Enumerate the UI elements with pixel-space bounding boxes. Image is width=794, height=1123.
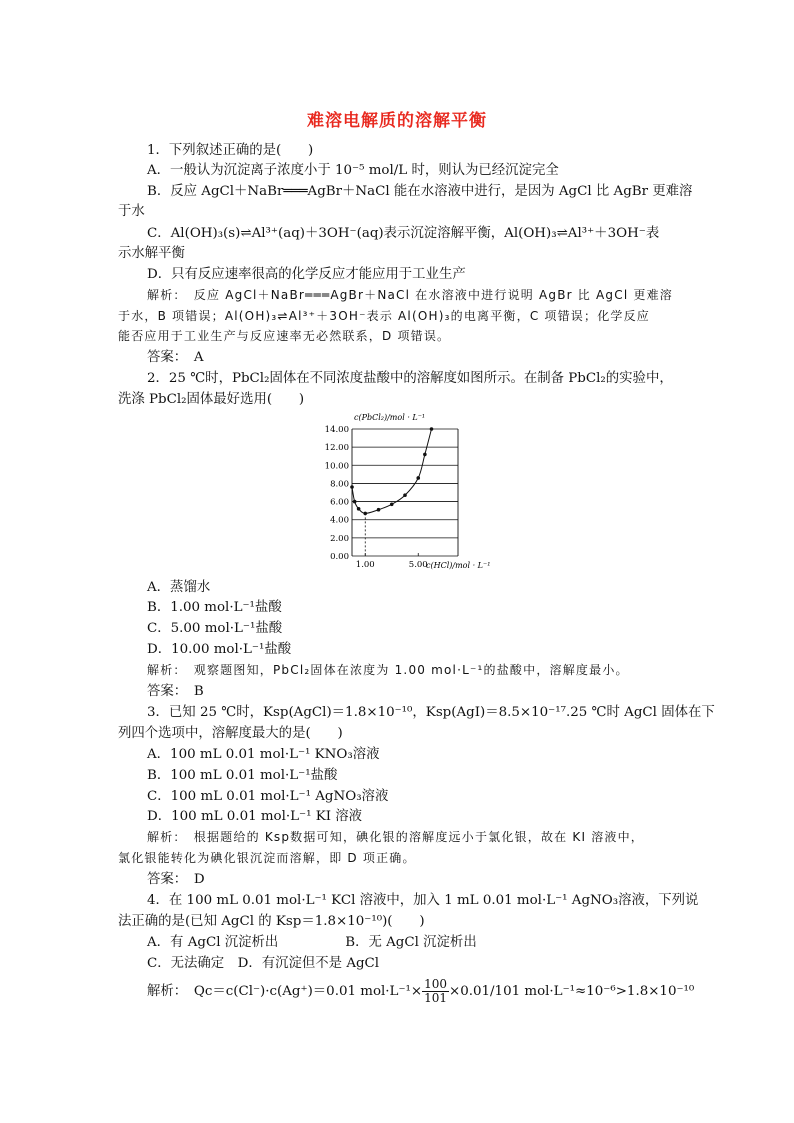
q1-explanation: 解析： 反应 AgCl＋NaBr═══AgBr＋NaCl 在水溶液中进行说明 AgBr 比 AgCl 更难溶 [147,288,673,302]
chart-data-point [423,453,427,457]
chart-data-point [390,502,394,506]
q4-explanation-pre: 解析： Qc＝c(Cl⁻)·c(Ag⁺)＝0.01 mol·L⁻¹× [147,984,423,999]
q2-stem-cont: 洗涤 PbCl₂固体最好选用( ) [118,392,305,407]
q1-option-a: A．一般认为沉淀离子浓度小于 10⁻⁵ mol/L 时，则认为已经沉淀完全 [147,163,559,178]
q3-option-b: B．100 mL 0.01 mol·L⁻¹盐酸 [147,768,338,783]
chart-data-point [416,476,420,480]
q1-explanation-cont2: 能否应用于工业生产与反应速率无必然联系，D 项错误。 [118,329,451,343]
q1-option-c-cont: 示水解平衡 [118,246,185,261]
q1-option-d: D．只有反应速率很高的化学反应才能应用于工业生产 [147,267,466,282]
chart-y-tick-label: 14.00 [324,425,349,435]
q4-stem-cont: 法正确的是(已知 AgCl 的 Ksp＝1.8×10⁻¹⁰)( ) [118,914,425,929]
q2-explanation: 解析： 观察题图知，PbCl₂固体在浓度为 1.00 mol·L⁻¹的盐酸中，溶解度最小。 [147,663,629,677]
chart-ylabel: c(PbCl₂)/mol · L⁻¹ [354,413,426,422]
chart-y-tick-label: 2.00 [330,533,349,544]
q1-answer: 答案： A [147,350,204,365]
q4-options-cd: C．无法确定 D．有沉淀但不是 AgCl [147,956,380,971]
q1-explanation-cont: 于水，B 项错误；Al(OH)₃⇌Al³⁺＋3OH⁻表示 Al(OH)₃的电离平衡，C 项错误；化学反应 [118,309,651,323]
q4-explanation [147,978,694,1005]
chart-data-point [350,485,354,489]
q2-option-b: B．1.00 mol·L⁻¹盐酸 [147,600,282,615]
pbcl2-solubility-chart [318,408,508,574]
q3-stem-cont: 列四个选项中，溶解度最大的是( ) [118,726,343,741]
chart-y-tick-label: 6.00 [330,497,349,508]
q4-stem: 4．在 100 mL 0.01 mol·L⁻¹ KCl 溶液中，加入 1 mL 0.01 mol·L⁻¹ AgNO₃溶液，下列说 [147,893,699,908]
chart-data-point [363,512,367,516]
chart-y-tick-label: 8.00 [330,479,349,490]
q3-option-c: C．100 mL 0.01 mol·L⁻¹ AgNO₃溶液 [147,789,389,804]
chart-solubility-curve [352,429,432,513]
chart-data-point [353,500,357,504]
q2-stem: 2．25 ℃时，PbCl₂固体在不同浓度盐酸中的溶解度如图所示。在制备 PbCl₂的实验中， [147,371,673,386]
q3-stem: 3．已知 25 ℃时，Ksp(AgCl)＝1.8×10⁻¹⁰，Ksp(AgI)＝8.5×10⁻¹⁷.25 ℃时 AgCl 固体在下 [147,705,715,720]
q3-explanation-cont: 氯化银能转化为碘化银沉淀而溶解，即 D 项正确。 [118,851,416,865]
q1-option-c: C．Al(OH)₃(s)⇌Al³⁺(aq)＋3OH⁻(aq)表示沉淀溶解平衡，Al(OH)₃⇌Al³⁺＋3OH⁻表 [147,226,660,241]
fraction-denominator: 101 [424,991,448,1005]
chart-data-point [403,493,407,497]
chart-data-point [357,507,361,511]
chart-y-tick-label: 4.00 [330,515,349,526]
q2-option-a: A．蒸馏水 [147,580,211,595]
q1-option-b-cont: 于水 [118,204,145,219]
q1-stem: 1．下列叙述正确的是( ) [147,143,314,158]
q2-option-d: D．10.00 mol·L⁻¹盐酸 [147,642,292,657]
chart-y-tick-label: 12.00 [324,443,349,454]
fraction-100-101 [422,978,449,1005]
q3-explanation: 解析： 根据题给的 Ksp数据可知，碘化银的溶解度远小于氯化银，故在 KI 溶液中， [147,830,644,844]
q1-option-b: B．反应 AgCl＋NaBr═══AgBr＋NaCl 能在水溶液中进行，是因为 AgCl 比 AgBr 更难溶 [147,184,693,199]
q2-answer: 答案： B [147,684,204,699]
chart-data-point [430,427,434,431]
q4-explanation-post: ×0.01/101 mol·L⁻¹≈10⁻⁶>1.8×10⁻¹⁰ [449,984,695,999]
q3-option-d: D．100 mL 0.01 mol·L⁻¹ KI 溶液 [147,809,363,824]
fraction-numerator: 100 [424,977,448,991]
page-title: 难溶电解质的溶解平衡 [307,111,487,131]
chart-y-tick-label: 10.00 [324,461,349,472]
q3-option-a: A．100 mL 0.01 mol·L⁻¹ KNO₃溶液 [147,747,380,762]
chart-xlabel: c(HCl)/mol · L⁻¹ [426,561,491,570]
q3-answer: 答案： D [147,872,205,887]
chart-y-tick-label: 0.00 [330,552,349,562]
q4-options-ab: A．有 AgCl 沉淀析出 B．无 AgCl 沉淀析出 [147,935,477,950]
chart-data-point [377,508,381,512]
q2-option-c: C．5.00 mol·L⁻¹盐酸 [147,621,283,636]
chart-x-tick-label: 5.00 [408,560,428,570]
chart-x-tick-label: 1.00 [355,560,375,570]
